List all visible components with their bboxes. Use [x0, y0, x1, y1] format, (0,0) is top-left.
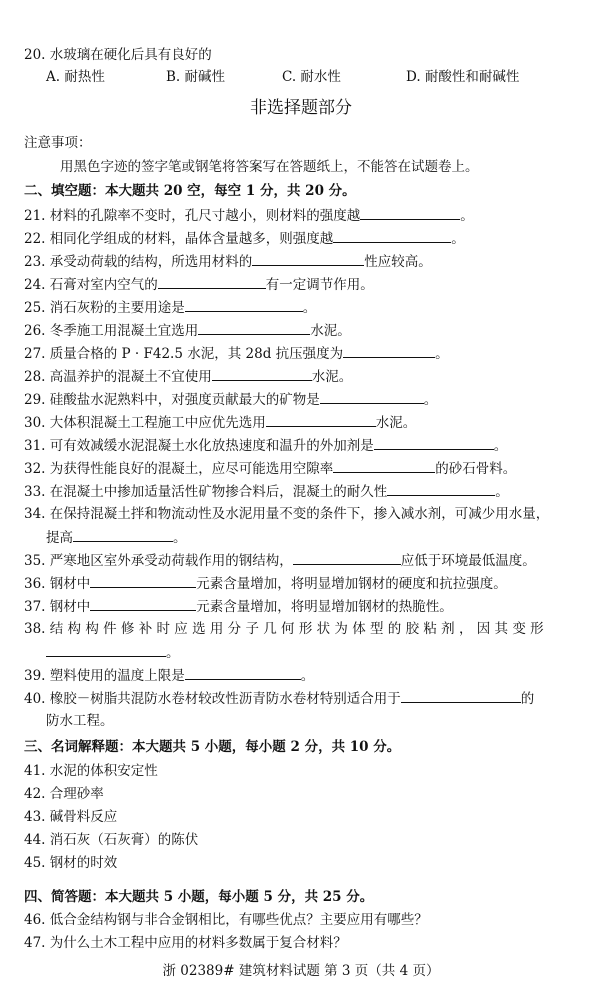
question-30: 30. 大体积混凝土工程施工中应优先选用 水泥。: [24, 415, 417, 431]
question-34: 34. 在保持混凝土拌和物流动性及水泥用量不变的条件下，掺入减水剂，可减少用水量，: [24, 506, 550, 522]
question-26: 26. 冬季施工用混凝土宜选用 水泥。: [24, 323, 351, 339]
answer-blank: [46, 643, 166, 657]
question-39: 39. 塑料使用的温度上限是 。: [24, 668, 315, 684]
question-46: 46. 低合金结构钢与非合金钢相比，有哪些优点？主要应用有哪些？: [24, 912, 428, 928]
question-37: 37. 钢材中 元素含量增加，将明显增加钢材的热脆性。: [24, 599, 453, 615]
page-footer: 浙 02389# 建筑材料试题 第 3 页（共 4 页）: [162, 963, 440, 979]
question-36: 36. 钢材中 元素含量增加，将明显增加钢材的硬度和抗拉强度。: [24, 576, 507, 592]
answer-blank: [252, 252, 364, 266]
question-40-cont: 防水工程。: [46, 713, 114, 729]
option-d: D. 耐酸性和耐碱性: [406, 69, 520, 85]
answer-blank: [333, 459, 435, 473]
question-32: 32. 为获得性能良好的混凝土，应尽可能选用空隙率 的砂石骨料。: [24, 461, 517, 477]
answer-blank: [266, 413, 376, 427]
answer-blank: [90, 574, 196, 588]
answer-blank: [387, 482, 495, 496]
question-33: 33. 在混凝土中掺加适量活性矿物掺合料后，混凝土的耐久性 。: [24, 484, 509, 500]
question-43: 43. 碱骨料反应: [24, 809, 118, 825]
answer-blank: [293, 551, 401, 565]
option-b: B. 耐碱性: [166, 69, 226, 85]
question-31: 31. 可有效减缓水泥混凝土水化放热速度和温升的外加剂是 。: [24, 438, 508, 454]
answer-blank: [333, 229, 451, 243]
question-42: 42. 合理砂率: [24, 786, 104, 802]
answer-blank: [374, 436, 494, 450]
part3-header: 三、名词解释题：本大题共 5 小题，每小题 2 分，共 10 分。: [24, 739, 401, 755]
answer-blank: [185, 298, 303, 312]
question-38-cont: 。: [46, 643, 180, 662]
answer-blank: [401, 689, 521, 703]
question-35: 35. 严寒地区室外承受动荷载作用的钢结构， 应低于环境最低温度。: [24, 553, 536, 569]
question-24: 24. 石膏对室内空气的 有一定调节作用。: [24, 277, 374, 293]
answer-blank: [212, 367, 312, 381]
part2-header: 二、填空题：本大题共 20 空，每空 1 分，共 20 分。: [24, 183, 356, 199]
notice-text: 用黑色字迹的签字笔或钢笔将答案写在答题纸上，不能答在试题卷上。: [60, 159, 479, 175]
question-28: 28. 高温养护的混凝土不宜使用 水泥。: [24, 369, 353, 385]
question-40: 40. 橡胶－树脂共混防水卷材较改性沥青防水卷材特别适合用于 的: [24, 691, 535, 707]
question-44: 44. 消石灰（石灰膏）的陈伏: [24, 832, 199, 848]
section-title: 非选择题部分: [250, 98, 352, 118]
question-29: 29. 硅酸盐水泥熟料中，对强度贡献最大的矿物是 。: [24, 392, 438, 408]
answer-blank: [90, 597, 196, 611]
answer-blank: [198, 321, 310, 335]
question-20-stem: 20. 水玻璃在硬化后具有良好的: [24, 47, 212, 63]
question-23: 23. 承受动荷载的结构，所选用材料的 性应较高。: [24, 254, 432, 270]
question-45: 45. 钢材的时效: [24, 855, 118, 871]
question-41: 41. 水泥的体积安定性: [24, 763, 158, 779]
answer-blank: [360, 206, 460, 220]
part4-header: 四、简答题：本大题共 5 小题，每小题 5 分，共 25 分。: [24, 889, 374, 905]
option-a: A. 耐热性: [46, 69, 105, 85]
question-47: 47. 为什么土木工程中应用的材料多数属于复合材料？: [24, 935, 347, 951]
option-c: C. 耐水性: [282, 69, 341, 85]
notice-title: 注意事项：: [24, 135, 92, 151]
question-22: 22. 相同化学组成的材料，晶体含量越多，则强度越 。: [24, 231, 465, 247]
answer-blank: [343, 344, 435, 358]
answer-blank: [158, 275, 266, 289]
answer-blank: [320, 390, 424, 404]
question-38: 38. 结 构 构 件 修 补 时 应 选 用 分 子 几 何 形 状 为 体 型 的 胶 粘 剂 ， 因 其 变 形: [24, 621, 544, 637]
question-25: 25. 消石灰粉的主要用途是 。: [24, 300, 317, 316]
question-21: 21. 材料的孔隙率不变时，孔尺寸越小，则材料的强度越 。: [24, 208, 474, 224]
question-34-cont: 提高 。: [46, 530, 187, 546]
answer-blank: [73, 528, 173, 542]
question-27: 27. 质量合格的 P · F42.5 水泥，其 28d 抗压强度为 。: [24, 346, 449, 362]
answer-blank: [185, 666, 301, 680]
